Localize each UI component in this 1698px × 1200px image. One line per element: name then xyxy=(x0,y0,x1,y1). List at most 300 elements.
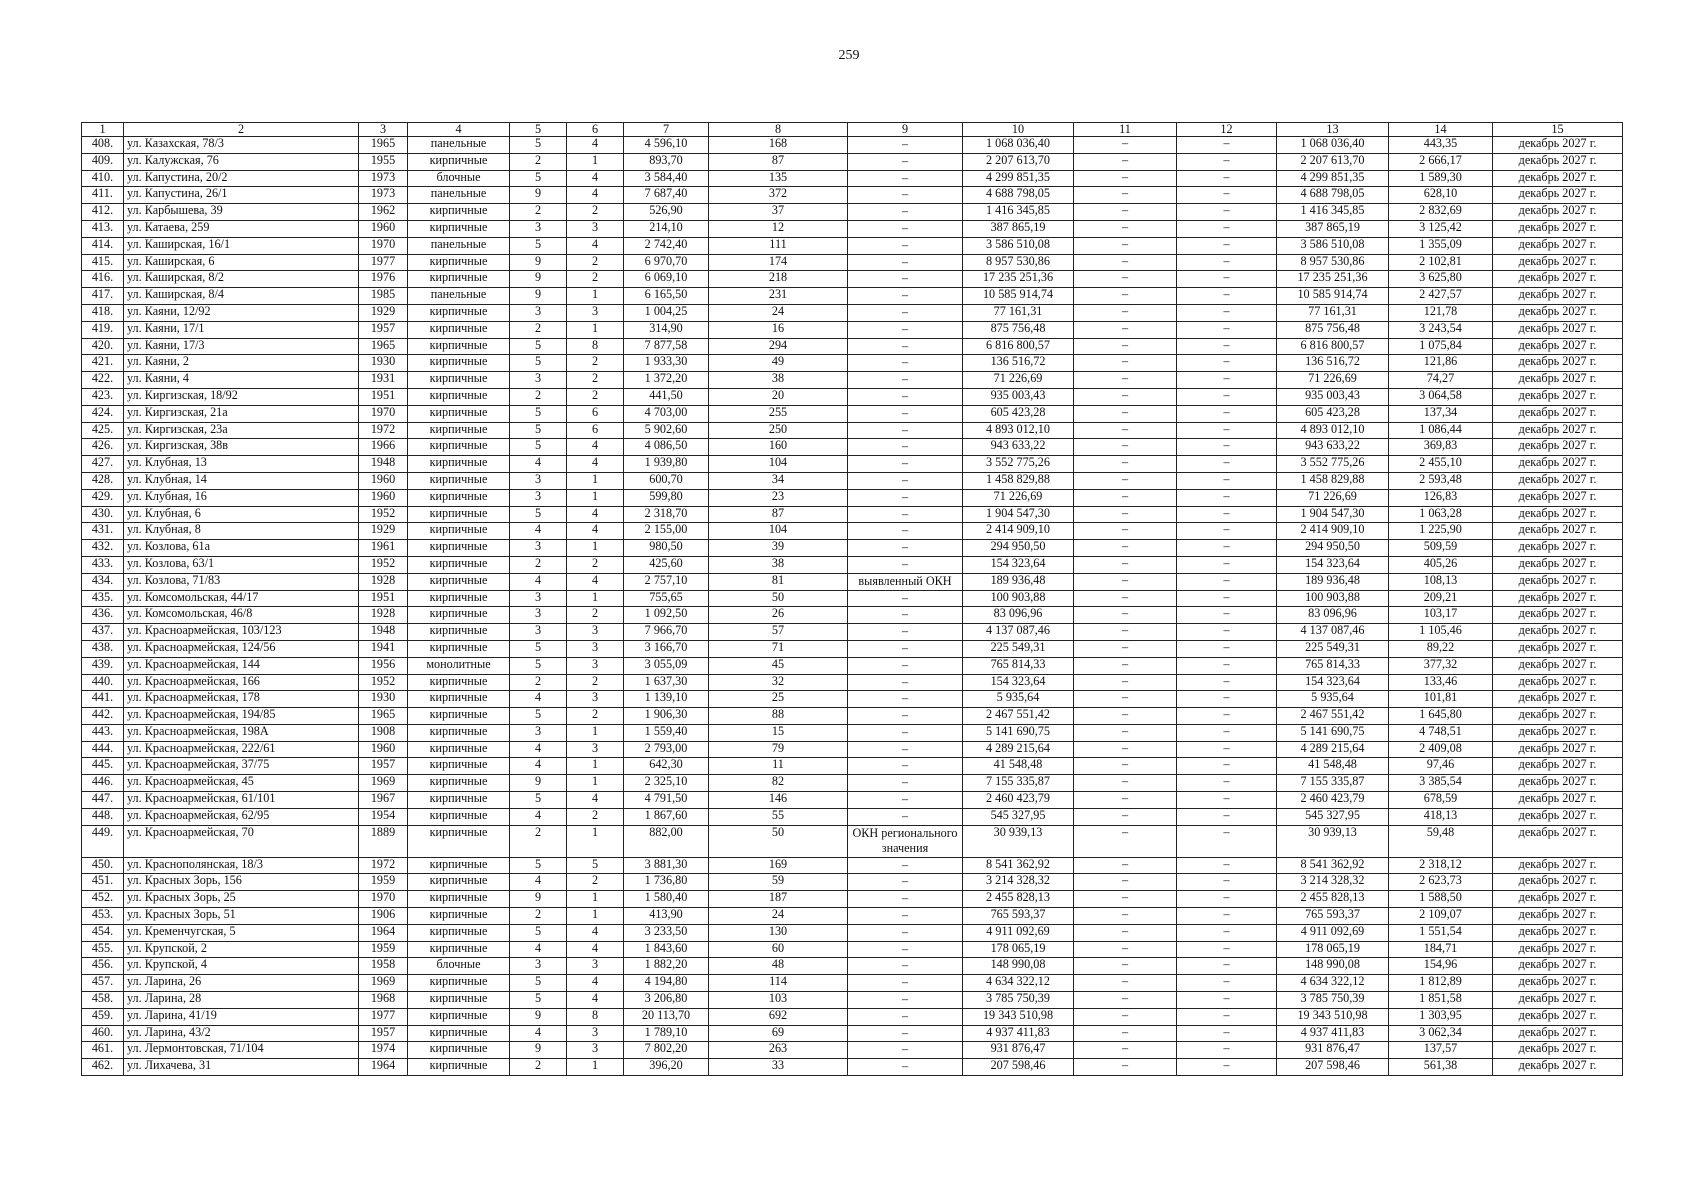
table-cell: 3 785 750,39 xyxy=(1277,992,1389,1009)
table-cell: – xyxy=(848,472,963,489)
table-cell: 2 757,10 xyxy=(624,573,709,590)
table-cell: – xyxy=(848,775,963,792)
table-cell: 5 xyxy=(510,506,567,523)
table-cell: декабрь 2027 г. xyxy=(1493,691,1623,708)
table-cell: 1964 xyxy=(359,924,408,941)
table-cell: 3 055,09 xyxy=(624,657,709,674)
table-cell: – xyxy=(848,456,963,473)
table-cell: 4 299 851,35 xyxy=(1277,170,1389,187)
table-cell: 1928 xyxy=(359,607,408,624)
table-cell: 4 xyxy=(567,439,624,456)
table-cell: 1 xyxy=(567,288,624,305)
table-cell: – xyxy=(848,372,963,389)
table-cell: 943 633,22 xyxy=(1277,439,1389,456)
table-cell: 1 906,30 xyxy=(624,708,709,725)
table-row xyxy=(82,657,1623,674)
table-cell: 4 194,80 xyxy=(624,975,709,992)
table-cell: 4 893 012,10 xyxy=(963,422,1074,439)
table-cell: 1 458 829,88 xyxy=(1277,472,1389,489)
table-cell: 30 939,13 xyxy=(1277,825,1389,857)
table-cell: – xyxy=(1177,304,1277,321)
table-cell: кирпичные xyxy=(408,254,510,271)
table-cell: 443. xyxy=(82,724,124,741)
table-cell: 135 xyxy=(709,170,848,187)
table-cell: – xyxy=(1074,439,1177,456)
table-cell: 2 xyxy=(510,153,567,170)
table-cell: 4 xyxy=(567,137,624,154)
table-cell: кирпичные xyxy=(408,640,510,657)
table-cell: 225 549,31 xyxy=(1277,640,1389,657)
table-cell: – xyxy=(848,321,963,338)
table-cell: 41 548,48 xyxy=(1277,758,1389,775)
table-cell: – xyxy=(1074,456,1177,473)
table-cell: 1965 xyxy=(359,708,408,725)
table-cell: – xyxy=(848,691,963,708)
table-cell: 1973 xyxy=(359,170,408,187)
table-cell: 3 xyxy=(567,657,624,674)
table-row xyxy=(82,590,1623,607)
table-cell: – xyxy=(1177,941,1277,958)
table-cell: декабрь 2027 г. xyxy=(1493,237,1623,254)
table-cell: 121,78 xyxy=(1389,304,1493,321)
table-cell: 1960 xyxy=(359,472,408,489)
table-cell: кирпичные xyxy=(408,556,510,573)
table-cell: декабрь 2027 г. xyxy=(1493,372,1623,389)
table-cell: 2 793,00 xyxy=(624,741,709,758)
table-cell: 1 xyxy=(567,775,624,792)
table-cell: 3 xyxy=(567,741,624,758)
table-row xyxy=(82,640,1623,657)
table-cell: – xyxy=(1074,657,1177,674)
table-cell: – xyxy=(1074,640,1177,657)
table-cell: 1976 xyxy=(359,271,408,288)
table-cell: 2 593,48 xyxy=(1389,472,1493,489)
table-cell: 935 003,43 xyxy=(1277,388,1389,405)
table-cell: – xyxy=(848,237,963,254)
table-cell: 1954 xyxy=(359,808,408,825)
table-cell: 3 xyxy=(510,540,567,557)
table-cell: 5 902,60 xyxy=(624,422,709,439)
table-cell: – xyxy=(1074,825,1177,857)
table-cell: 4 937 411,83 xyxy=(1277,1025,1389,1042)
table-cell: 436. xyxy=(82,607,124,624)
table-cell: 1969 xyxy=(359,775,408,792)
table-cell: 8 541 362,92 xyxy=(963,857,1074,874)
table-cell: – xyxy=(1177,338,1277,355)
table-cell: 4 xyxy=(567,187,624,204)
table-cell: 1974 xyxy=(359,1042,408,1059)
table-cell: 3 xyxy=(567,624,624,641)
table-cell: ул. Козлова, 63/1 xyxy=(124,556,359,573)
table-cell: 412. xyxy=(82,204,124,221)
table-cell: 23 xyxy=(709,489,848,506)
housing-table xyxy=(81,122,1623,1076)
table-cell: 45 xyxy=(709,657,848,674)
table-cell: – xyxy=(1177,439,1277,456)
table-cell: 4 xyxy=(510,741,567,758)
table-cell: 7 155 335,87 xyxy=(1277,775,1389,792)
table-cell: – xyxy=(1074,691,1177,708)
table-cell: – xyxy=(1074,792,1177,809)
table-cell: 5 141 690,75 xyxy=(963,724,1074,741)
table-cell: блочные xyxy=(408,958,510,975)
table-cell: 1962 xyxy=(359,204,408,221)
table-row xyxy=(82,237,1623,254)
table-cell: 1951 xyxy=(359,590,408,607)
table-cell: 137,34 xyxy=(1389,405,1493,422)
table-row xyxy=(82,825,1623,857)
table-cell: – xyxy=(1074,874,1177,891)
table-cell: 2 414 909,10 xyxy=(1277,523,1389,540)
table-cell: 605 423,28 xyxy=(963,405,1074,422)
table-cell: – xyxy=(848,792,963,809)
table-row xyxy=(82,456,1623,473)
table-cell: кирпичные xyxy=(408,372,510,389)
table-cell: ул. Красноармейская, 194/85 xyxy=(124,708,359,725)
table-cell: 154 323,64 xyxy=(963,674,1074,691)
table-row xyxy=(82,724,1623,741)
table-cell: 765 814,33 xyxy=(963,657,1074,674)
table-cell: – xyxy=(1177,1059,1277,1076)
table-cell: – xyxy=(1074,624,1177,641)
table-cell: ул. Красноармейская, 166 xyxy=(124,674,359,691)
table-cell: декабрь 2027 г. xyxy=(1493,908,1623,925)
table-row xyxy=(82,607,1623,624)
table-cell: 87 xyxy=(709,153,848,170)
table-cell: ул. Каширская, 8/4 xyxy=(124,288,359,305)
table-cell: декабрь 2027 г. xyxy=(1493,456,1623,473)
table-cell: – xyxy=(848,924,963,941)
table-cell: 1 458 829,88 xyxy=(963,472,1074,489)
table-cell: – xyxy=(848,220,963,237)
table-cell: 4 xyxy=(567,523,624,540)
table-cell: – xyxy=(1177,456,1277,473)
table-cell: 148 990,08 xyxy=(963,958,1074,975)
table-cell: 5 xyxy=(510,708,567,725)
table-cell: 121,86 xyxy=(1389,355,1493,372)
table-cell: ул. Козлова, 71/83 xyxy=(124,573,359,590)
table-cell: 3 xyxy=(567,958,624,975)
table-cell: 2 xyxy=(510,1059,567,1076)
table-cell: 4 634 322,12 xyxy=(1277,975,1389,992)
table-cell: 50 xyxy=(709,590,848,607)
table-cell: 5 xyxy=(510,338,567,355)
table-cell: 6 816 800,57 xyxy=(1277,338,1389,355)
table-cell: – xyxy=(1074,908,1177,925)
table-cell: 154 323,64 xyxy=(963,556,1074,573)
table-cell: 561,38 xyxy=(1389,1059,1493,1076)
table-cell: 1 904 547,30 xyxy=(1277,506,1389,523)
table-cell: – xyxy=(1177,506,1277,523)
table-cell: 678,59 xyxy=(1389,792,1493,809)
table-cell: 419. xyxy=(82,321,124,338)
table-cell: 3 785 750,39 xyxy=(963,992,1074,1009)
table-cell: – xyxy=(1177,405,1277,422)
table-cell: 1931 xyxy=(359,372,408,389)
table-cell: ул. Крупской, 4 xyxy=(124,958,359,975)
table-cell: 2 207 613,70 xyxy=(963,153,1074,170)
table-cell: 2 xyxy=(510,204,567,221)
table-cell: 12 xyxy=(709,220,848,237)
table-cell: 1 004,25 xyxy=(624,304,709,321)
column-header: 6 xyxy=(567,123,624,137)
table-cell: – xyxy=(1074,237,1177,254)
table-cell: 8 541 362,92 xyxy=(1277,857,1389,874)
table-cell: декабрь 2027 г. xyxy=(1493,1008,1623,1025)
table-cell: 1 637,30 xyxy=(624,674,709,691)
table-cell: кирпичные xyxy=(408,405,510,422)
table-cell: декабрь 2027 г. xyxy=(1493,271,1623,288)
table-cell: – xyxy=(848,422,963,439)
table-cell: 5 xyxy=(510,439,567,456)
table-cell: – xyxy=(1177,825,1277,857)
table-cell: 4 791,50 xyxy=(624,792,709,809)
table-cell: ул. Карбышева, 39 xyxy=(124,204,359,221)
table-cell: 434. xyxy=(82,573,124,590)
table-cell: – xyxy=(1177,237,1277,254)
table-cell: блочные xyxy=(408,170,510,187)
table-row xyxy=(82,975,1623,992)
table-cell: панельные xyxy=(408,288,510,305)
table-cell: 3 062,34 xyxy=(1389,1025,1493,1042)
table-cell: 450. xyxy=(82,857,124,874)
table-cell: кирпичные xyxy=(408,758,510,775)
table-row xyxy=(82,187,1623,204)
table-cell: декабрь 2027 г. xyxy=(1493,792,1623,809)
table-cell: – xyxy=(848,758,963,775)
table-cell: 7 877,58 xyxy=(624,338,709,355)
table-cell: ул. Клубная, 16 xyxy=(124,489,359,506)
table-cell: 4 xyxy=(567,924,624,941)
table-cell: ул. Красноармейская, 45 xyxy=(124,775,359,792)
column-header: 14 xyxy=(1389,123,1493,137)
table-row xyxy=(82,1025,1623,1042)
table-cell: декабрь 2027 г. xyxy=(1493,941,1623,958)
table-cell: кирпичные xyxy=(408,674,510,691)
table-cell: 413. xyxy=(82,220,124,237)
table-cell: 4 137 087,46 xyxy=(963,624,1074,641)
table-cell: декабрь 2027 г. xyxy=(1493,607,1623,624)
table-cell: 4 299 851,35 xyxy=(963,170,1074,187)
table-cell: – xyxy=(1177,607,1277,624)
header-row xyxy=(82,123,1623,137)
table-cell: 8 xyxy=(567,338,624,355)
column-header: 15 xyxy=(1493,123,1623,137)
column-header: 8 xyxy=(709,123,848,137)
table-cell: 943 633,22 xyxy=(963,439,1074,456)
table-cell: – xyxy=(1177,908,1277,925)
table-cell: – xyxy=(1074,924,1177,941)
column-header: 11 xyxy=(1074,123,1177,137)
table-cell: 1 xyxy=(567,758,624,775)
table-cell: кирпичные xyxy=(408,708,510,725)
table-cell: – xyxy=(848,338,963,355)
table-cell: 255 xyxy=(709,405,848,422)
table-cell: 154,96 xyxy=(1389,958,1493,975)
table-cell: ОКН регионального значения xyxy=(848,825,963,857)
table-cell: 1956 xyxy=(359,657,408,674)
table-cell: – xyxy=(848,506,963,523)
table-cell: 82 xyxy=(709,775,848,792)
table-cell: 1928 xyxy=(359,573,408,590)
table-cell: 642,30 xyxy=(624,758,709,775)
table-cell: – xyxy=(1074,204,1177,221)
table-cell: кирпичные xyxy=(408,573,510,590)
table-cell: 218 xyxy=(709,271,848,288)
table-cell: ул. Красноармейская, 103/123 xyxy=(124,624,359,641)
table-cell: 154 323,64 xyxy=(1277,556,1389,573)
table-cell: 5 xyxy=(510,857,567,874)
table-cell: 48 xyxy=(709,958,848,975)
table-cell: – xyxy=(1074,1025,1177,1042)
table-cell: 1960 xyxy=(359,220,408,237)
table-cell: 431. xyxy=(82,523,124,540)
table-cell: 387 865,19 xyxy=(1277,220,1389,237)
table-cell: 3 xyxy=(510,958,567,975)
table-cell: декабрь 2027 г. xyxy=(1493,355,1623,372)
table-cell: 4 xyxy=(567,975,624,992)
table-cell: 168 xyxy=(709,137,848,154)
table-cell: 15 xyxy=(709,724,848,741)
table-cell: 765 593,37 xyxy=(963,908,1074,925)
table-cell: 207 598,46 xyxy=(1277,1059,1389,1076)
table-cell: 1961 xyxy=(359,540,408,557)
table-cell: 5 935,64 xyxy=(1277,691,1389,708)
table-cell: декабрь 2027 г. xyxy=(1493,489,1623,506)
table-cell: кирпичные xyxy=(408,590,510,607)
table-cell: ул. Лихачева, 31 xyxy=(124,1059,359,1076)
table-cell: 396,20 xyxy=(624,1059,709,1076)
table-row xyxy=(82,422,1623,439)
table-cell: кирпичные xyxy=(408,1042,510,1059)
table-cell: 5 xyxy=(510,924,567,941)
table-cell: 2 318,70 xyxy=(624,506,709,523)
table-cell: – xyxy=(848,908,963,925)
table-cell: 4 688 798,05 xyxy=(963,187,1074,204)
table-cell: кирпичные xyxy=(408,808,510,825)
table-cell: – xyxy=(1074,472,1177,489)
table-cell: декабрь 2027 г. xyxy=(1493,825,1623,857)
table-row xyxy=(82,556,1623,573)
table-cell: 1955 xyxy=(359,153,408,170)
table-cell: – xyxy=(1177,288,1277,305)
table-cell: 2 xyxy=(567,674,624,691)
table-cell: декабрь 2027 г. xyxy=(1493,506,1623,523)
table-cell: 2 xyxy=(510,388,567,405)
table-cell: 146 xyxy=(709,792,848,809)
table-cell: – xyxy=(848,590,963,607)
table-cell: 174 xyxy=(709,254,848,271)
table-cell: декабрь 2027 г. xyxy=(1493,590,1623,607)
table-cell: 4 xyxy=(510,1025,567,1042)
table-cell: ул. Клубная, 6 xyxy=(124,506,359,523)
table-cell: 3 552 775,26 xyxy=(1277,456,1389,473)
table-cell: – xyxy=(848,355,963,372)
table-cell: 3 xyxy=(567,304,624,321)
table-cell: 4 596,10 xyxy=(624,137,709,154)
table-row xyxy=(82,220,1623,237)
table-cell: 931 876,47 xyxy=(1277,1042,1389,1059)
table-cell: выявленный ОКН xyxy=(848,573,963,590)
table-cell: 3 xyxy=(510,489,567,506)
table-cell: – xyxy=(1177,372,1277,389)
table-cell: – xyxy=(848,640,963,657)
table-cell: 1906 xyxy=(359,908,408,925)
table-cell: – xyxy=(1177,254,1277,271)
table-cell: 1 933,30 xyxy=(624,355,709,372)
table-cell: 1970 xyxy=(359,237,408,254)
table-cell: 2 109,07 xyxy=(1389,908,1493,925)
table-cell: 2 666,17 xyxy=(1389,153,1493,170)
table-cell: 3 214 328,32 xyxy=(1277,874,1389,891)
table-cell: 4 xyxy=(567,456,624,473)
table-cell: 1 559,40 xyxy=(624,724,709,741)
table-cell: – xyxy=(1177,1008,1277,1025)
table-row xyxy=(82,958,1623,975)
table-cell: 25 xyxy=(709,691,848,708)
table-cell: 440. xyxy=(82,674,124,691)
table-cell: кирпичные xyxy=(408,1025,510,1042)
table-row xyxy=(82,388,1623,405)
table-cell: декабрь 2027 г. xyxy=(1493,170,1623,187)
table-cell: 1 139,10 xyxy=(624,691,709,708)
table-cell: ул. Красноармейская, 62/95 xyxy=(124,808,359,825)
table-cell: 5 141 690,75 xyxy=(1277,724,1389,741)
table-cell: 136 516,72 xyxy=(1277,355,1389,372)
table-cell: – xyxy=(1177,891,1277,908)
table-cell: кирпичные xyxy=(408,1059,510,1076)
table-cell: – xyxy=(1177,388,1277,405)
table-cell: 4 634 322,12 xyxy=(963,975,1074,992)
table-cell: – xyxy=(1074,1059,1177,1076)
table-row xyxy=(82,1008,1623,1025)
table-cell: 545 327,95 xyxy=(963,808,1074,825)
table-cell: декабрь 2027 г. xyxy=(1493,472,1623,489)
table-cell: 441. xyxy=(82,691,124,708)
table-cell: 6 970,70 xyxy=(624,254,709,271)
table-cell: – xyxy=(1074,271,1177,288)
table-cell: 137,57 xyxy=(1389,1042,1493,1059)
table-cell: ул. Красноармейская, 124/56 xyxy=(124,640,359,657)
table-cell: 372 xyxy=(709,187,848,204)
table-cell: декабрь 2027 г. xyxy=(1493,321,1623,338)
table-cell: кирпичные xyxy=(408,271,510,288)
table-cell: 69 xyxy=(709,1025,848,1042)
table-cell: 4 xyxy=(510,758,567,775)
table-cell: 452. xyxy=(82,891,124,908)
table-row xyxy=(82,254,1623,271)
table-cell: – xyxy=(1177,1042,1277,1059)
table-cell: 1 588,50 xyxy=(1389,891,1493,908)
table-cell: 4 xyxy=(567,237,624,254)
table-cell: 4 xyxy=(567,941,624,958)
table-cell: 2 467 551,42 xyxy=(963,708,1074,725)
table-cell: 369,83 xyxy=(1389,439,1493,456)
table-cell: – xyxy=(848,1025,963,1042)
table-row xyxy=(82,741,1623,758)
table-cell: ул. Каширская, 6 xyxy=(124,254,359,271)
table-cell: декабрь 2027 г. xyxy=(1493,204,1623,221)
table-cell: ул. Капустина, 26/1 xyxy=(124,187,359,204)
table-cell: 418,13 xyxy=(1389,808,1493,825)
column-header: 10 xyxy=(963,123,1074,137)
table-cell: – xyxy=(848,941,963,958)
table-cell: 5 xyxy=(510,792,567,809)
table-cell: – xyxy=(848,857,963,874)
table-cell: кирпичные xyxy=(408,874,510,891)
table-cell: кирпичные xyxy=(408,607,510,624)
table-cell: 428. xyxy=(82,472,124,489)
